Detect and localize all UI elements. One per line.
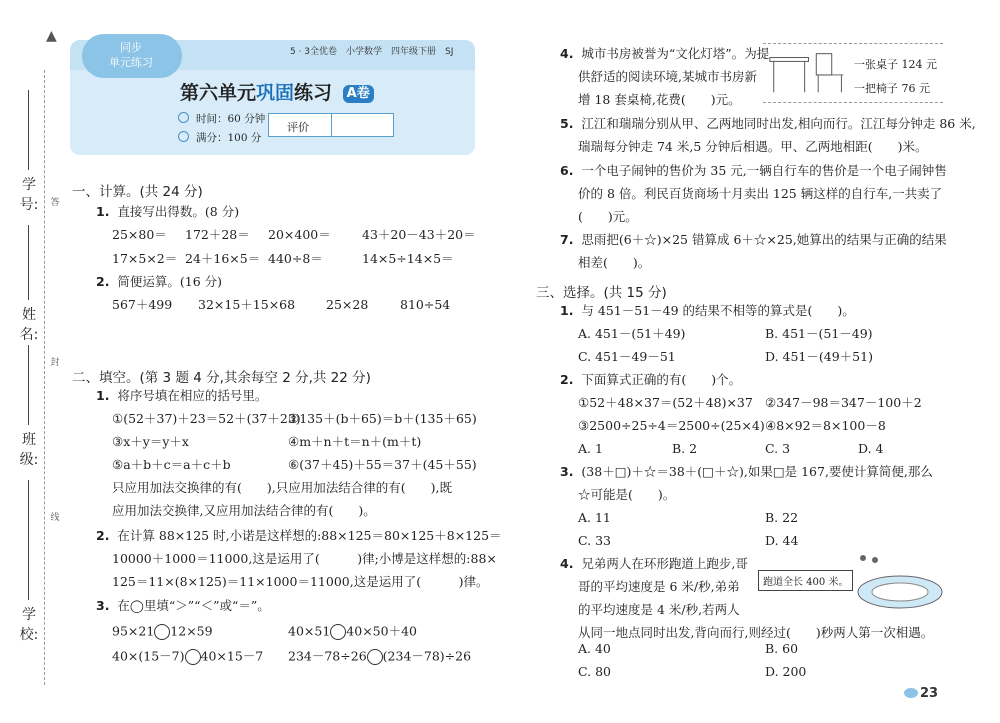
compare-circle[interactable] [154, 624, 170, 640]
c1-option-d[interactable]: D. 451－(49＋51) [765, 349, 873, 364]
section-2-title: 二、填空。(第 3 题 4 分,其余每空 2 分,共 22 分) [72, 370, 371, 386]
q4: 4. 城市书房被誉为“文化灯塔”。为提 [560, 46, 770, 61]
c2: 2. 下面算式正确的有( )个。 [560, 372, 742, 387]
section-3-title: 三、选择。(共 15 分) [536, 285, 667, 301]
school-label: 学校: [19, 607, 39, 643]
c4-text: 从同一地点同时出发,背向而行,则经过( )秒两人第一次相遇。 [578, 625, 934, 640]
c4: 4. 兄弟两人在环形跑道上跑步,哥 [560, 556, 748, 571]
title-prefix: 第六单元 [180, 82, 257, 104]
s1-q1-item: 17×5×2＝ [112, 251, 178, 266]
compare-circle[interactable] [330, 624, 346, 640]
q7-text: 相差( )。 [578, 255, 651, 270]
compare-item: 95×21 12×59 [112, 623, 213, 639]
c3: 3. (38＋□)＋☆＝38＋(□＋☆),如果□是 167,要使计算简便,那么 [560, 464, 933, 479]
cut-mark-seal: 封 [50, 358, 60, 368]
track-length-sign: 跑道全长 400 米。 [758, 570, 853, 591]
c2-eq: ④8×92＝8×100－8 [765, 418, 886, 433]
s2-q1-text: 只应用加法交换律的有( ),只应用加法结合律的有( ),既 [112, 480, 452, 495]
s1-q1-item: 43＋20－43＋20＝ [362, 227, 476, 242]
compare-item: 40×51 40×50＋40 [288, 623, 417, 639]
c4-option-b[interactable]: B. 60 [765, 641, 799, 656]
c4-option-c[interactable]: C. 80 [578, 664, 611, 679]
c2-eq: ②347－98＝347－100＋2 [765, 395, 922, 410]
class-line [28, 345, 29, 425]
score-info: 满分：100 分 [196, 132, 262, 144]
c2-eq: ①52＋48×37＝(52＋48)×37 [578, 395, 753, 410]
c4-option-d[interactable]: D. 200 [765, 664, 807, 679]
q5-text: 瑞瑞每分钟走 74 米,5 分钟后相遇。甲、乙两地相距( )米。 [578, 139, 928, 154]
s2-q3: 3. 在◯里填“＞”“＜”或“＝”。 [96, 598, 270, 613]
c4-option-a[interactable]: A. 40 [578, 641, 611, 656]
c3-option-b[interactable]: B. 22 [765, 510, 799, 525]
evaluation-label: 评价 [287, 121, 309, 134]
s2-q1: 1. 将序号填在相应的括号里。 [96, 388, 268, 403]
q7: 7. 思雨把(6＋☆)×25 错算成 6＋☆×25,她算出的结果与正确的结果 [560, 232, 947, 247]
q5: 5. 江江和瑞瑞分别从甲、乙两地同时出发,相向而行。江江每分钟走 86 米, [560, 116, 976, 131]
school-line [28, 480, 29, 600]
s2-q2-text: 10000＋1000＝11000,这是运用了( )律;小博是这样想的:88× [112, 551, 497, 566]
compare-item: 40×(15－7) 40×15－7 [112, 648, 264, 664]
s1-q1-item: 25×80＝ [112, 227, 167, 242]
s1-q1-item: 24＋16×5＝ [185, 251, 261, 266]
evaluation-field[interactable] [332, 114, 392, 136]
c4-text: 的平均速度是 4 米/秒,若两人 [578, 602, 740, 617]
s1-q2-item: 567＋499 [112, 297, 173, 312]
page-number-decor [904, 688, 918, 698]
s2-q2: 2. 在计算 88×125 时,小诺是这样想的:88×125＝80×125＋8×125＝ [96, 528, 502, 543]
time-info: 时间：60 分钟 [196, 113, 266, 125]
c1-option-c[interactable]: C. 451－49－51 [578, 349, 676, 364]
q4-text: 供舒适的阅读环境,某城市书房新 [578, 69, 757, 84]
q4-text: 增 18 套桌椅,花费( )元。 [578, 92, 741, 107]
s1-q1: 1. 直接写出得数。(8 分) [96, 204, 240, 219]
s2-q1-eq: ②135＋(b＋65)＝b＋(135＋65) [288, 411, 477, 426]
s2-q1-eq: ⑤a＋b＋c＝a＋c＋b [112, 457, 231, 472]
c1-option-a[interactable]: A. 451－(51＋49) [578, 326, 686, 341]
student-id-line [28, 90, 29, 170]
clock-icon [178, 112, 189, 123]
cut-mark-line: 线 [50, 513, 60, 523]
s2-q1-eq: ⑥(37＋45)＋55＝37＋(45＋55) [288, 457, 477, 472]
s1-q1-item: 172＋28＝ [185, 227, 250, 242]
s1-q2-item: 25×28 [326, 297, 369, 312]
c2-option-d[interactable]: D. 4 [858, 441, 884, 456]
c3-text: ☆可能是( )。 [578, 487, 676, 502]
class-label: 班级: [19, 432, 39, 468]
student-id-label: 学号: [19, 177, 39, 213]
s2-q2-text: 125＝11×(8×125)＝11×1000＝11000,这是运用了( )律。 [112, 574, 489, 589]
c1: 1. 与 451－51－49 的结果不相等的算式是( )。 [560, 303, 855, 318]
s1-q1-item: 14×5÷14×5＝ [362, 251, 454, 266]
track-illustration [845, 550, 945, 610]
desk-price: 一张桌子 124 元 [854, 58, 937, 71]
c3-option-a[interactable]: A. 11 [578, 510, 611, 525]
sync-badge-text: 同步 单元练习 [109, 41, 153, 69]
compare-circle[interactable] [367, 649, 383, 665]
title-suffix: 练习 [294, 82, 333, 104]
compare-item: 234－78÷26 (234－78)÷26 [288, 648, 472, 664]
rocket-icon: ▲ [46, 28, 57, 44]
series-line: 5 · 3全优卷 小学数学 四年级下册 SJ [290, 47, 454, 57]
s1-q2-item: 32×15＋15×68 [198, 297, 296, 312]
page-number: 23 [920, 686, 939, 701]
s2-q1-text: 应用加法交换律,又应用加法结合律的有( )。 [112, 503, 376, 518]
section-1-title: 一、计算。(共 24 分) [72, 184, 203, 200]
s1-q1-item: 20×400＝ [268, 227, 331, 242]
c2-option-c[interactable]: C. 3 [765, 441, 791, 456]
q6-text: 价的 8 倍。利民百货商场十月卖出 125 辆这样的自行车,一共卖了 [578, 186, 943, 201]
check-icon [178, 131, 189, 142]
name-line [28, 225, 29, 300]
binding-cut-line [44, 70, 45, 685]
a-paper-tag: A卷 [343, 85, 374, 103]
c4-text: 哥的平均速度是 6 米/秒,弟弟 [578, 579, 740, 594]
c2-option-a[interactable]: A. 1 [578, 441, 603, 456]
c2-option-b[interactable]: B. 2 [672, 441, 698, 456]
q6: 6. 一个电子闹钟的售价为 35 元,一辆自行车的售价是一个电子闹钟售 [560, 163, 947, 178]
s2-q1-eq: ①(52＋37)＋23＝52＋(37＋23) [112, 411, 301, 426]
cut-mark-answer: 答 [50, 198, 60, 208]
q6-text: ( )元。 [578, 209, 638, 224]
chair-price: 一把椅子 76 元 [854, 82, 930, 95]
s2-q1-eq: ③x＋y＝y＋x [112, 434, 189, 449]
c3-option-d[interactable]: D. 44 [765, 533, 799, 548]
s1-q2-item: 810÷54 [400, 297, 451, 312]
compare-circle[interactable] [185, 649, 201, 665]
c1-option-b[interactable]: B. 451－(51－49) [765, 326, 873, 341]
name-label: 姓名: [19, 307, 39, 343]
s1-q2: 2. 简便运算。(16 分) [96, 274, 223, 289]
s2-q1-eq: ④m＋n＋t＝n＋(m＋t) [288, 434, 422, 449]
s1-q1-item: 440÷8＝ [268, 251, 323, 266]
title-emph: 巩固 [256, 82, 295, 104]
c3-option-c[interactable]: C. 33 [578, 533, 611, 548]
c2-eq: ③2500÷25÷4＝2500÷(25×4) [578, 418, 765, 433]
page-title [180, 78, 374, 105]
